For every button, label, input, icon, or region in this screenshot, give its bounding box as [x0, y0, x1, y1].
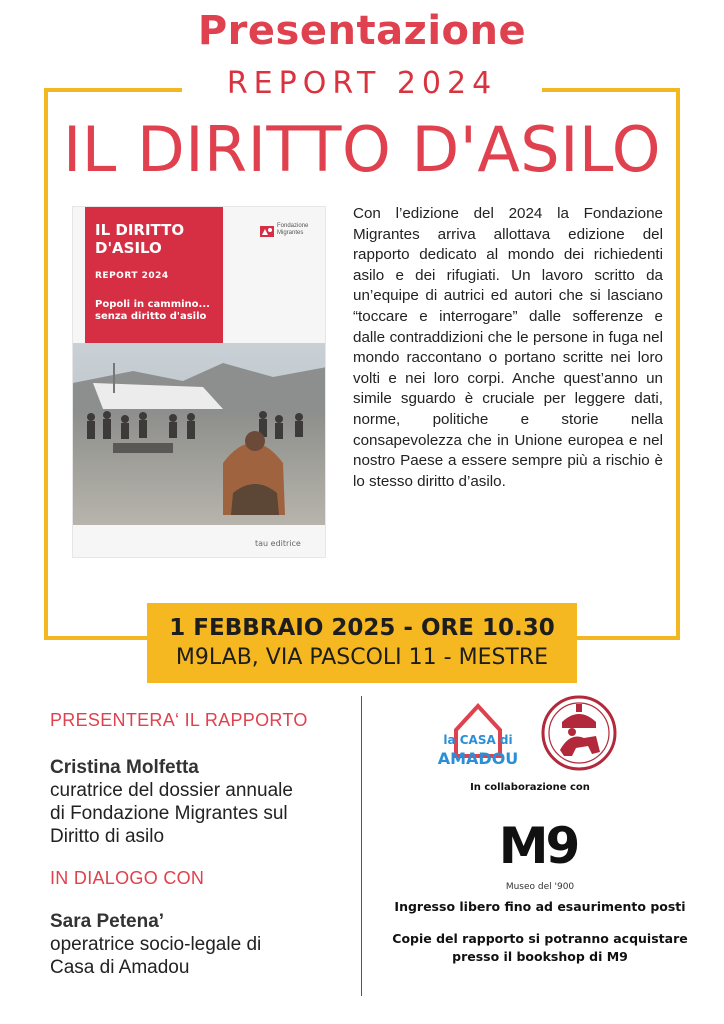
logo-line1: Fondazione — [277, 223, 309, 229]
presenter-name: Cristina Molfetta — [50, 757, 199, 778]
entry-info: Ingresso libero fino ad esaurimento posti — [394, 899, 686, 914]
dialogue-role-line: operatrice socio-legale di — [50, 934, 262, 955]
report-subtitle: REPORT 2024 — [182, 64, 542, 104]
presenter-role-line: di Fondazione Migrantes sul — [50, 803, 288, 824]
logo-line2: Migrantes — [277, 230, 304, 236]
dialogue-role-line: Casa di Amadou — [50, 957, 190, 978]
copies-info-line2: presso il bookshop di M9 — [452, 949, 628, 964]
casa-logo-line1: la CASA di — [443, 733, 513, 747]
cover-subtitle-line1: Popoli in cammino... — [95, 299, 210, 310]
speakers-section — [50, 710, 350, 979]
event-heading: Presentazione — [197, 8, 527, 54]
migrantes-logo-text — [277, 223, 319, 237]
migrantes-logo — [259, 223, 319, 247]
casa-logo-line2: AMADOU — [437, 749, 519, 768]
cover-subtitle-line2: senza diritto d'asilo — [95, 311, 207, 322]
casa-di-amadou-logo — [430, 696, 526, 772]
presenter-role-line: curatrice del dossier annuale — [50, 780, 293, 801]
publisher-label: tau editrice — [255, 539, 301, 548]
cover-subtitle — [95, 299, 221, 323]
event-details-box — [147, 603, 577, 683]
cover-title-line1: IL DIRITTO — [95, 221, 185, 239]
migrantes-seal-logo — [540, 692, 618, 774]
presenter-role-line: Diritto di asilo — [50, 826, 165, 847]
dialogue-role — [50, 933, 350, 979]
m9-logo: M9 — [498, 817, 578, 875]
cover-photo — [73, 343, 326, 525]
copies-info-line1: Copie del rapporto si potranno acquistare — [392, 931, 688, 946]
cover-report: REPORT 2024 — [95, 271, 169, 281]
m9-subtitle: Museo del '900 — [505, 882, 575, 892]
copies-info — [370, 930, 710, 966]
book-cover — [72, 206, 326, 558]
presenter-role — [50, 779, 350, 848]
migrantes-logo-icon — [259, 223, 275, 239]
cover-title-line2: D'ASILO — [95, 239, 162, 257]
collaboration-label: In collaborazione con — [470, 782, 590, 793]
dialogue-name: Sara Petena’ — [50, 911, 165, 932]
cover-title — [95, 221, 225, 257]
column-divider — [361, 696, 362, 996]
presenter-heading: PRESENTERA‘ IL RAPPORTO — [50, 710, 308, 730]
main-title: IL DIRITTO D'ASILO — [62, 113, 662, 186]
event-location: M9LAB, VIA PASCOLI 11 - MESTRE — [175, 645, 549, 670]
event-date-time: 1 FEBBRAIO 2025 - ORE 10.30 — [169, 615, 555, 641]
dialogue-heading: IN DIALOGO CON — [50, 868, 205, 888]
report-description: Con l’edizione del 2024 la Fondazione Migrantes arriva allottava edizione del rapporto dedicato al mondo dei richiedenti asilo e dei rifugiati. Un lavoro scritto da un’equipe di autrici ed autori che si lasciano “toccare e interrogare” dalle sofferenze e dalle contraddizioni che le persone in fuga nel mondo raccontano o portano scritte nei loro volti e nei loro corpi. Anche quest’anno un simile sguardo è cruciale per leggere dati, norme, politiche e storie nella consapevolezza che in Unione europea e nel nostro Paese a essere sempre più a rischio è lo stesso diritto d’asilo. — [353, 205, 663, 490]
